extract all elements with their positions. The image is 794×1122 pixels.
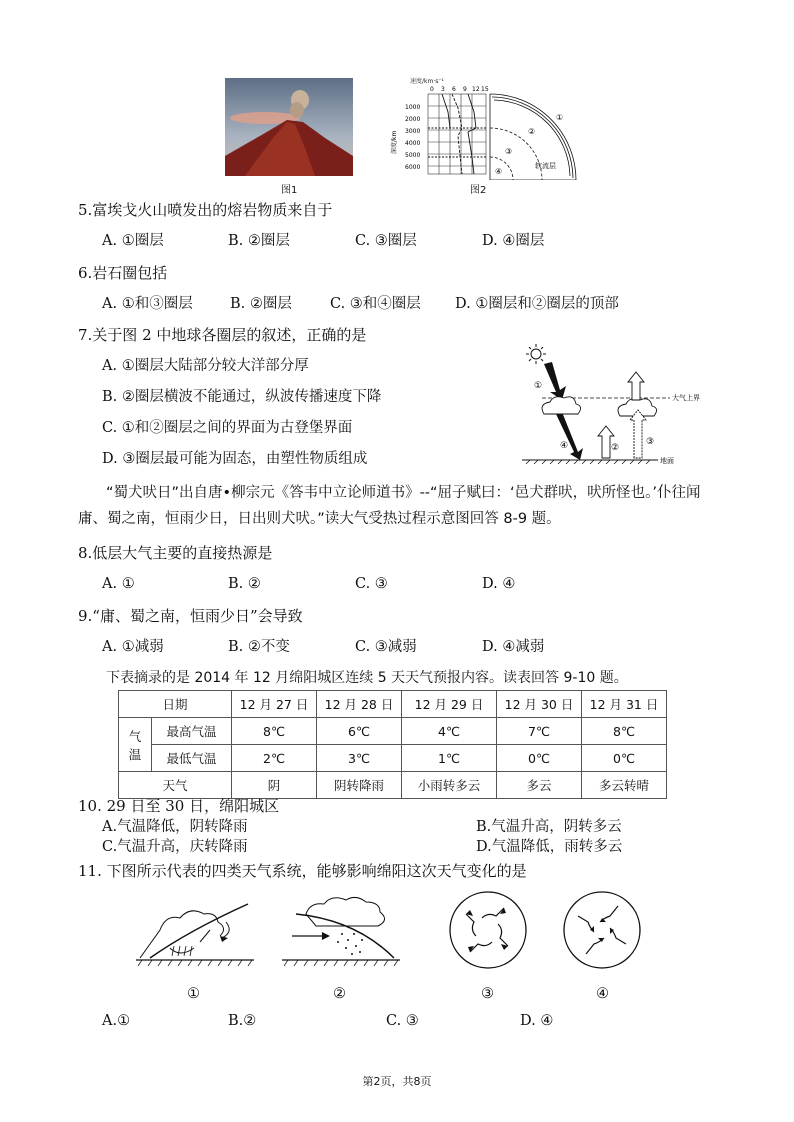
sun-icon <box>526 344 546 364</box>
q6-stem: 6.岩石圈包括 <box>78 264 168 282</box>
soft-layer-label: 软流层 <box>535 162 556 170</box>
y-tick: 6000 <box>405 164 421 171</box>
x-tick: 15 <box>481 86 489 93</box>
q8-option-a[interactable]: A. ① <box>102 576 135 592</box>
max-temp-cell: 6℃ <box>317 718 402 745</box>
min-temp-cell: 2℃ <box>232 745 317 772</box>
x-tick: 3 <box>441 86 445 93</box>
q10-option-b[interactable]: B.气温升高，阴转多云 <box>476 819 622 835</box>
q7-option-c[interactable]: C. ①和②圈层之间的界面为古登堡界面 <box>102 420 353 436</box>
date-cell: 12 月 28 日 <box>317 691 402 718</box>
atm-label-1: ① <box>534 381 543 391</box>
weather-header: 天气 <box>119 772 232 799</box>
q9-option-d[interactable]: D. ④减弱 <box>482 639 545 655</box>
q5-option-b[interactable]: B. ②圈层 <box>228 233 290 249</box>
q11-stem: 11. 下图所示代表的四类天气系统，能够影响绵阳这次天气变化的是 <box>78 862 527 880</box>
fig2-caption: 图2 <box>470 185 487 196</box>
min-temp-cell: 1℃ <box>402 745 497 772</box>
max-temp-cell: 8℃ <box>232 718 317 745</box>
max-temp-cell: 8℃ <box>582 718 667 745</box>
q5-option-a[interactable]: A. ①圈层 <box>102 233 164 249</box>
passage-text: “蜀犬吠日”出自唐•柳宗元《答韦中立论师道书》--“屈子赋曰：‘邑犬群吠，吠所怪也。’仆往闻庸、蜀之南，恒雨少日，日出则犬吠。”读大气受热过程示意图回答 8-9 题。 <box>78 485 701 527</box>
forecast-table <box>118 690 667 799</box>
q5-option-d[interactable]: D. ④圈层 <box>482 233 545 249</box>
system-label-3: ③ <box>481 986 494 1002</box>
q11-option-a[interactable]: A.① <box>102 1013 131 1029</box>
x-tick: 0 <box>430 86 434 93</box>
weather-cell: 多云转晴 <box>582 772 667 799</box>
weather-cell: 小雨转多云 <box>402 772 497 799</box>
warm-front-diagram <box>276 890 406 970</box>
velocity-label: 速度/km·s⁻¹ <box>410 78 444 85</box>
q9-option-b[interactable]: B. ②不变 <box>228 639 290 655</box>
atm-label-3: ③ <box>646 437 655 447</box>
q7-option-a[interactable]: A. ①圈层大陆部分较大洋部分厚 <box>102 358 309 374</box>
date-cell: 12 月 30 日 <box>497 691 582 718</box>
weather-cell: 阴 <box>232 772 317 799</box>
x-tick: 9 <box>463 86 467 93</box>
cold-front-diagram <box>130 890 260 970</box>
q8-option-c[interactable]: C. ③ <box>355 576 388 592</box>
q9-option-a[interactable]: A. ①减弱 <box>102 639 164 655</box>
min-temp-header: 最低气温 <box>152 745 232 772</box>
y-tick: 3000 <box>405 128 421 135</box>
min-temp-cell: 3℃ <box>317 745 402 772</box>
q8-option-d[interactable]: D. ④ <box>482 576 516 592</box>
q7-stem: 7.关于图 2 中地球各圈层的叙述，正确的是 <box>78 326 367 344</box>
table-row <box>119 718 667 745</box>
depth-label: 深度/km <box>391 130 398 154</box>
volcano-photo <box>225 78 353 176</box>
x-tick: 12 <box>472 86 480 93</box>
q10-option-a[interactable]: A.气温降低，阴转降雨 <box>102 819 248 835</box>
q10-option-c[interactable]: C.气温升高，庆转降雨 <box>102 839 248 855</box>
y-tick: 1000 <box>405 104 421 111</box>
max-temp-cell: 4℃ <box>402 718 497 745</box>
earth-layers-diagram <box>388 76 584 180</box>
date-cell: 12 月 29 日 <box>402 691 497 718</box>
table-row <box>119 772 667 799</box>
date-cell: 12 月 27 日 <box>232 691 317 718</box>
system-label-2: ② <box>333 986 346 1002</box>
q8-stem: 8.低层大气主要的直接热源是 <box>78 544 273 562</box>
min-temp-cell: 0℃ <box>497 745 582 772</box>
q11-option-d[interactable]: D. ④ <box>520 1013 554 1029</box>
q5-stem: 5.富埃戈火山喷发出的熔岩物质来自于 <box>78 201 333 219</box>
q11-option-b[interactable]: B.② <box>228 1013 257 1029</box>
atm-label-4: ④ <box>560 441 569 451</box>
atm-label-2: ② <box>611 443 620 453</box>
q10-stem: 10. 29 日至 30 日，绵阳城区 <box>78 797 280 815</box>
q11-option-c[interactable]: C. ③ <box>386 1013 419 1029</box>
table-row <box>119 691 667 718</box>
table-row <box>119 745 667 772</box>
layer-label-2: ② <box>528 127 536 136</box>
y-tick: 5000 <box>405 152 421 159</box>
q9-option-c[interactable]: C. ③减弱 <box>355 639 417 655</box>
max-temp-header: 最高气温 <box>152 718 232 745</box>
min-temp-cell: 0℃ <box>582 745 667 772</box>
q9-stem: 9.“庸、蜀之南，恒雨少日”会导致 <box>78 607 303 625</box>
fig1-caption: 图1 <box>281 185 298 196</box>
weather-cell: 多云 <box>497 772 582 799</box>
anticyclone-diagram <box>446 888 530 972</box>
q7-option-d[interactable]: D. ③圈层最可能为固态，由塑性物质组成 <box>102 451 368 467</box>
q5-option-c[interactable]: C. ③圈层 <box>355 233 417 249</box>
temp-header: 气温 <box>119 718 152 772</box>
q6-option-c[interactable]: C. ③和④圈层 <box>330 296 421 312</box>
atmosphere-heating-diagram <box>522 342 702 470</box>
date-header: 日期 <box>119 691 232 718</box>
cyclone-diagram <box>560 888 644 972</box>
system-label-4: ④ <box>596 986 609 1002</box>
q6-option-d[interactable]: D. ①圈层和②圈层的顶部 <box>455 296 619 312</box>
q6-option-a[interactable]: A. ①和③圈层 <box>102 296 193 312</box>
layer-label-1: ① <box>556 113 564 122</box>
system-label-1: ① <box>187 986 200 1002</box>
q6-option-b[interactable]: B. ②圈层 <box>230 296 292 312</box>
layer-label-4: ④ <box>495 167 503 176</box>
x-tick: 6 <box>452 86 456 93</box>
y-tick: 2000 <box>405 116 421 123</box>
page-footer: 第2页，共8页 <box>362 1075 432 1088</box>
max-temp-cell: 7℃ <box>497 718 582 745</box>
ground-label: 地面 <box>660 457 674 465</box>
y-tick: 4000 <box>405 140 421 147</box>
q7-option-b[interactable]: B. ②圈层横波不能通过，纵波传播速度下降 <box>102 389 382 405</box>
table-intro: 下表摘录的是 2014 年 12 月绵阳城区连续 5 天天气预报内容。读表回答 9-10 题。 <box>106 670 628 686</box>
q8-option-b[interactable]: B. ② <box>228 576 261 592</box>
date-cell: 12 月 31 日 <box>582 691 667 718</box>
layer-label-3: ③ <box>505 147 513 156</box>
weather-cell: 阴转降雨 <box>317 772 402 799</box>
atm-top-label: 大气上界 <box>672 394 700 402</box>
q10-option-d[interactable]: D.气温降低，雨转多云 <box>476 839 623 855</box>
